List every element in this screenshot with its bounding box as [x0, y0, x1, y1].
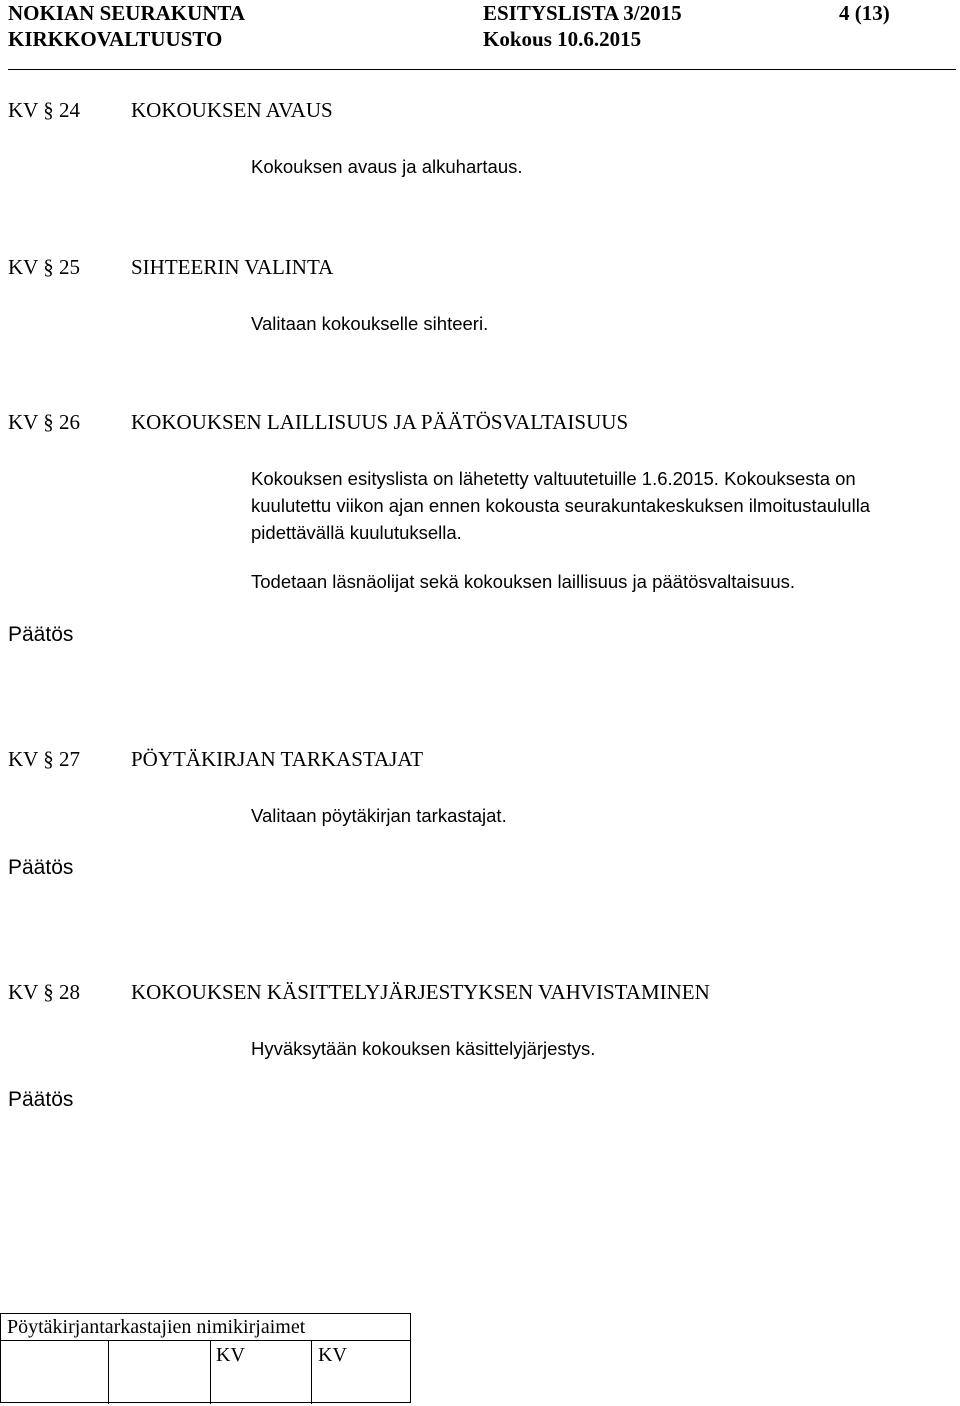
- section-number: KV § 27: [8, 747, 80, 771]
- signature-row: [1, 1340, 410, 1404]
- header-body: KIRKKOVALTUUSTO: [8, 27, 223, 51]
- section-text: kuulutettu viikon ajan ennen kokousta seurakuntakeskuksen ilmoitustaululla: [251, 495, 871, 516]
- section-text: Valitaan pöytäkirjan tarkastajat.: [251, 805, 507, 826]
- section-text: Valitaan kokoukselle sihteeri.: [251, 313, 489, 334]
- signature-cell: [311, 1341, 412, 1404]
- section-text: Todetaan läsnäolijat sekä kokouksen laillisuus ja päätösvaltaisuus.: [251, 571, 796, 592]
- decision-label: Päätös: [8, 623, 74, 646]
- signature-cell-label: KV: [216, 1344, 245, 1366]
- signature-cell-label: KV: [318, 1344, 347, 1366]
- section-text: Kokouksen esityslista on lähetetty valtuutetuille 1.6.2015. Kokouksesta on: [251, 468, 856, 489]
- section-text: Kokouksen avaus ja alkuhartaus.: [251, 156, 523, 177]
- section-title: KOKOUKSEN AVAUS: [131, 98, 333, 122]
- decision-label: Päätös: [8, 856, 74, 879]
- signature-cell: [108, 1341, 245, 1404]
- section-number: KV § 24: [8, 98, 80, 122]
- signature-box: [0, 1313, 411, 1403]
- header-org: NOKIAN SEURAKUNTA: [8, 1, 246, 25]
- section-title: KOKOUKSEN KÄSITTELYJÄRJESTYKSEN VAHVISTAMINEN: [131, 980, 710, 1004]
- section-title: KOKOUKSEN LAILLISUUS JA PÄÄTÖSVALTAISUUS: [131, 410, 629, 434]
- section-text: pidettävällä kuulutuksella.: [251, 522, 462, 543]
- header-doc: ESITYSLISTA 3/2015: [483, 1, 682, 25]
- header-divider: [8, 69, 956, 70]
- page-number: 4 (13): [839, 1, 890, 25]
- signature-box-label: Pöytäkirjantarkastajien nimikirjaimet: [7, 1316, 306, 1338]
- section-title: SIHTEERIN VALINTA: [131, 255, 334, 279]
- signature-cell: [210, 1341, 347, 1404]
- decision-label: Päätös: [8, 1088, 74, 1111]
- section-number: KV § 26: [8, 410, 80, 434]
- section-text: Hyväksytään kokouksen käsittelyjärjestys.: [251, 1038, 596, 1059]
- header-meeting-date: Kokous 10.6.2015: [483, 27, 642, 51]
- section-title: PÖYTÄKIRJAN TARKASTAJAT: [131, 747, 424, 771]
- section-number: KV § 25: [8, 255, 80, 279]
- section-number: KV § 28: [8, 980, 80, 1004]
